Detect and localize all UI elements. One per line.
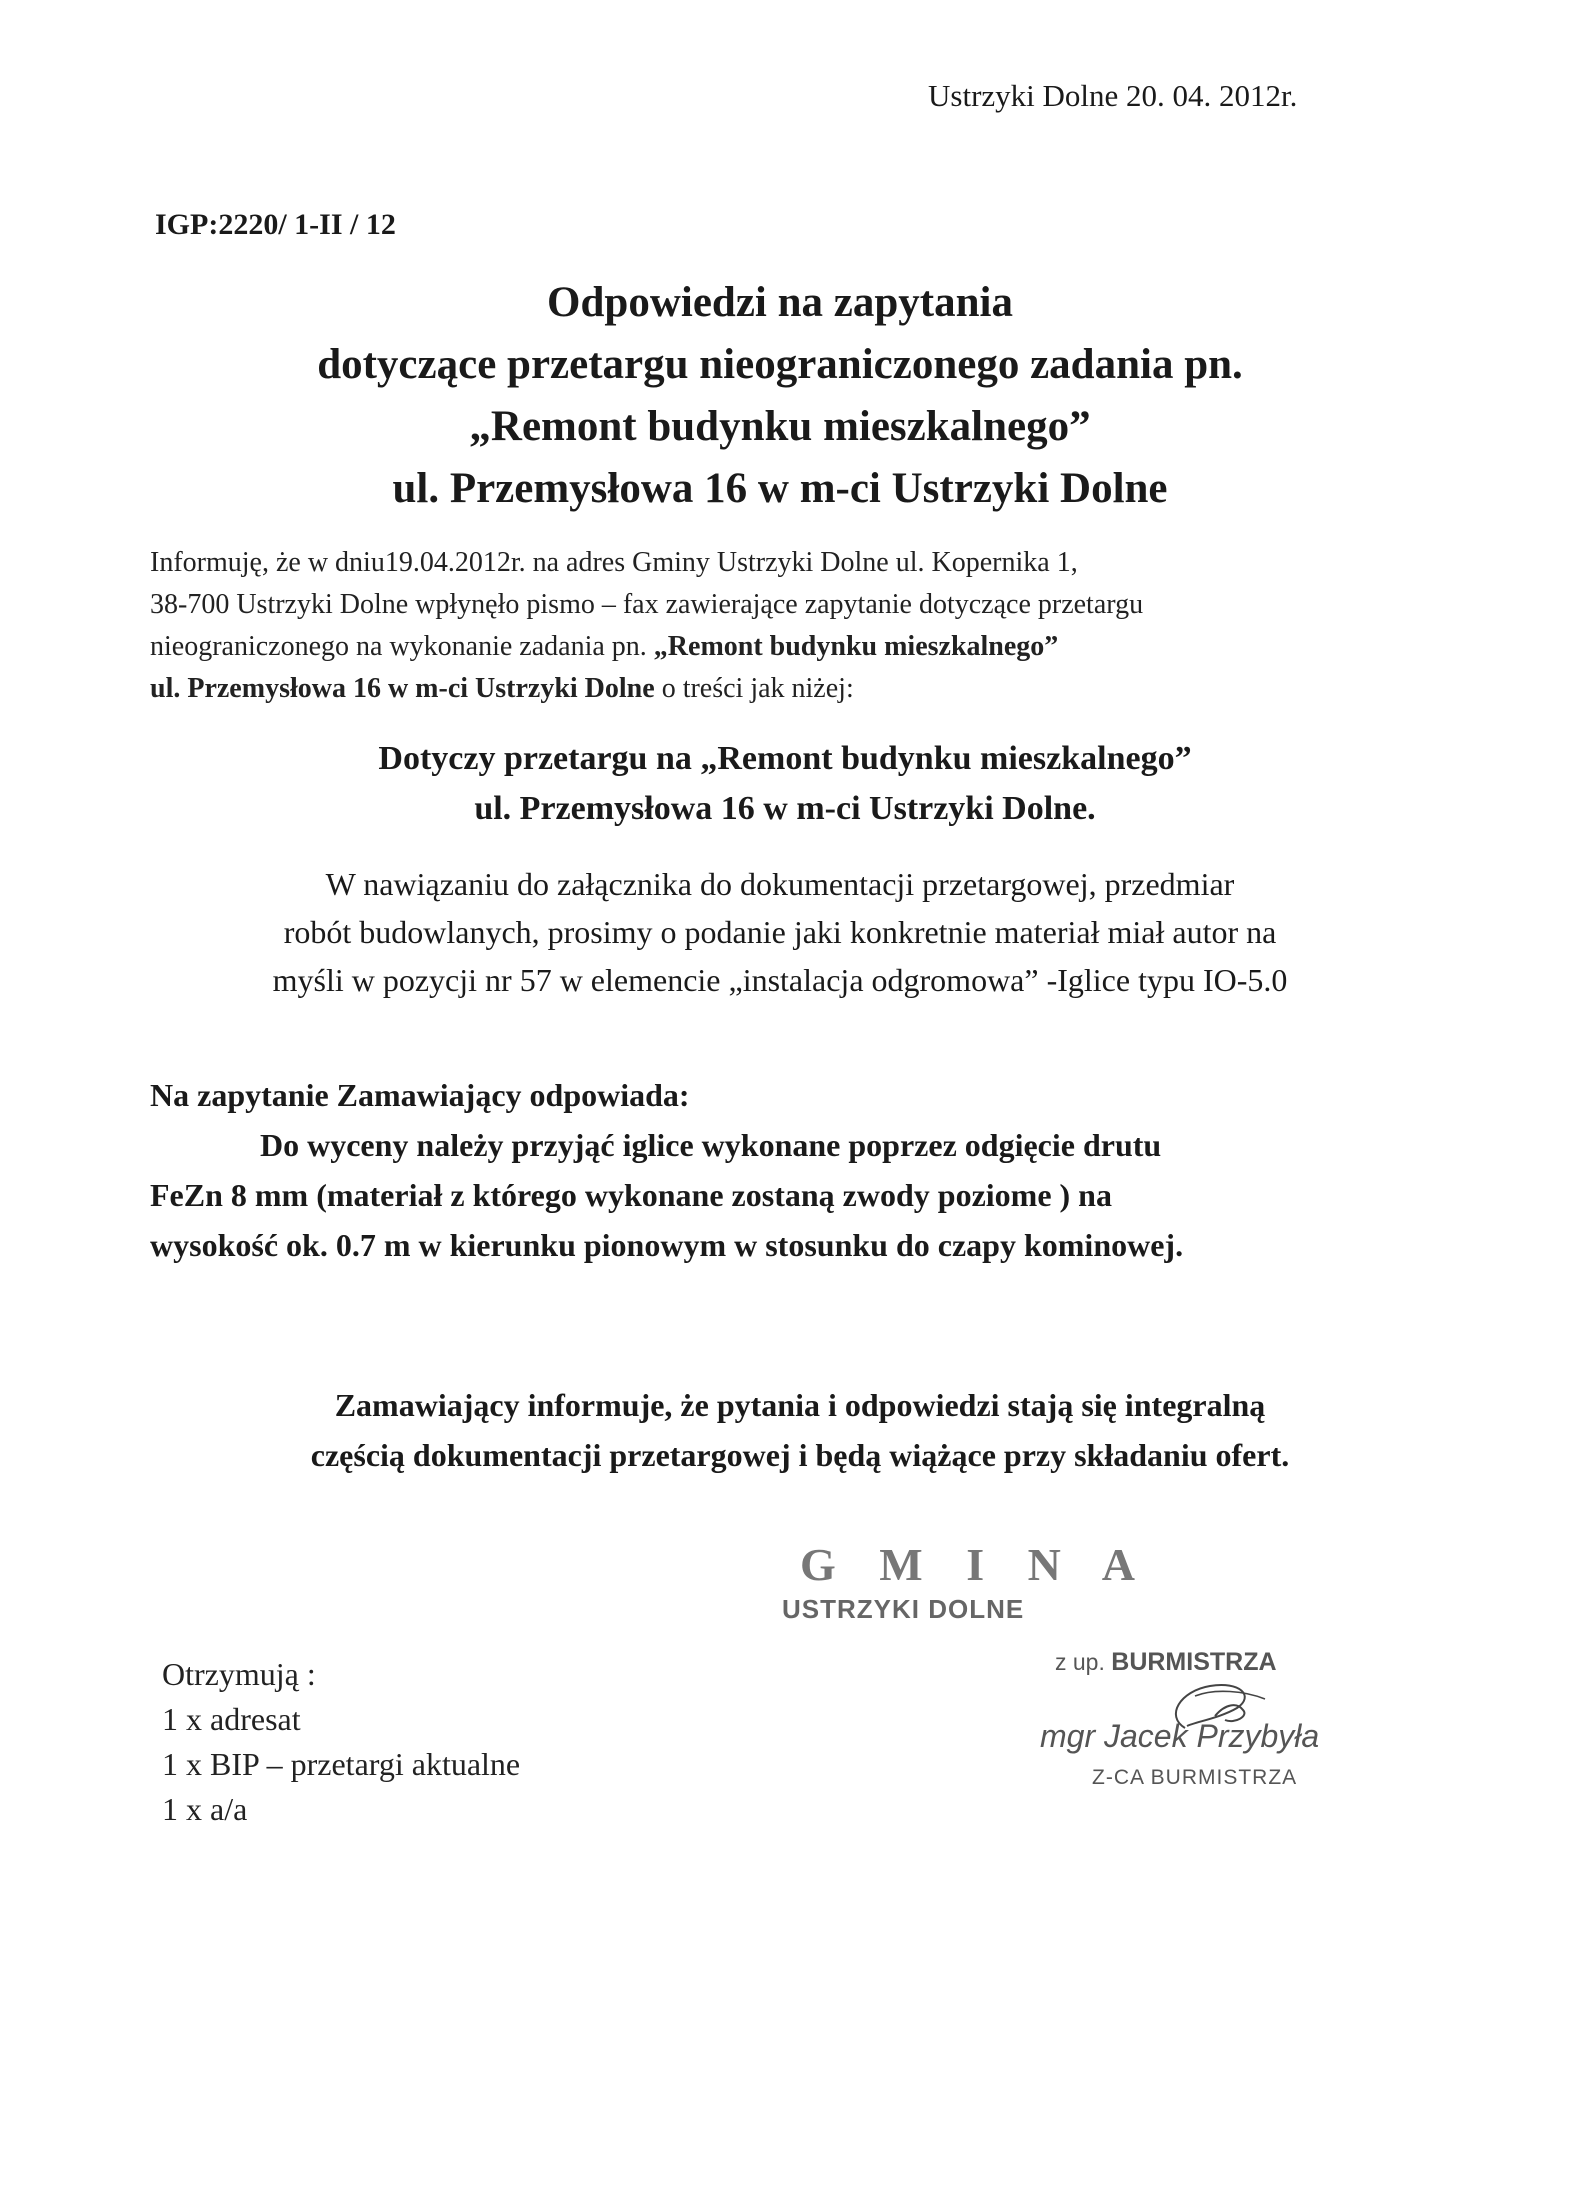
- stamp-burmistrza: BURMISTRZA: [1111, 1648, 1277, 1676]
- question-line: W nawiązaniu do załącznika do dokumentacji przetargowej, przedmiar: [325, 866, 1235, 902]
- subject-heading: [200, 734, 1370, 834]
- title-line: dotyczące przetargu nieograniczonego zadania pn.: [317, 341, 1243, 388]
- title-line: Odpowiedzi na zapytania: [547, 279, 1013, 326]
- document-date: Ustrzyki Dolne 20. 04. 2012r.: [928, 78, 1298, 113]
- recipient-item: 1 x adresat: [162, 1701, 301, 1737]
- recipients-heading: Otrzymują :: [162, 1656, 316, 1692]
- stamp-z-up: z up.: [1055, 1649, 1105, 1675]
- answer-heading: Na zapytanie Zamawiający odpowiada:: [150, 1077, 690, 1113]
- intro-paragraph: [150, 542, 1400, 710]
- title-line: ul. Przemysłowa 16 w m-ci Ustrzyki Dolne: [392, 465, 1168, 512]
- intro-line: [150, 668, 1400, 710]
- title-line: „Remont budynku mieszkalnego”: [469, 403, 1091, 450]
- intro-line: [150, 626, 1400, 668]
- subject-line: Dotyczy przetargu na „Remont budynku mieszkalnego”: [378, 740, 1192, 777]
- answer-line: wysokość ok. 0.7 m w kierunku pionowym w stosunku do czapy kominowej.: [150, 1227, 1184, 1263]
- closing-line: częścią dokumentacji przetargowej i będą wiążące przy składaniu ofert.: [310, 1437, 1290, 1473]
- question-paragraph: [145, 860, 1415, 1004]
- answer-section: [150, 1070, 1430, 1270]
- intro-text: o treści jak niżej:: [654, 673, 854, 704]
- answer-line: Do wyceny należy przyjąć iglice wykonane poprzez odgięcie drutu: [260, 1127, 1162, 1163]
- document-title: [120, 272, 1440, 520]
- stamp-signer-name: mgr Jacek Przybyła: [1040, 1718, 1320, 1754]
- stamp-gmina: G M I N A: [800, 1539, 1151, 1590]
- reference-number: IGP:2220/ 1-II / 12: [155, 208, 396, 241]
- answer-line: FeZn 8 mm (materiał z którego wykonane zostaną zwody poziome ) na: [150, 1177, 1112, 1213]
- question-line: myśli w pozycji nr 57 w elemencie „instalacja odgromowa” -Iglice typu IO-5.0: [272, 962, 1288, 998]
- intro-project-address: ul. Przemysłowa 16 w m-ci Ustrzyki Dolne: [150, 673, 655, 704]
- intro-line: Informuję, że w dniu19.04.2012r. na adres Gminy Ustrzyki Dolne ul. Kopernika 1,: [150, 547, 1078, 578]
- closing-line: Zamawiający informuje, że pytania i odpowiedzi stają się integralną: [334, 1387, 1266, 1423]
- recipients-list: [162, 1652, 520, 1832]
- question-line: robót budowlanych, prosimy o podanie jaki konkretnie materiał miał autor na: [283, 914, 1277, 950]
- recipient-item: 1 x a/a: [162, 1791, 248, 1827]
- stamp-role: Z-CA BURMISTRZA: [1092, 1766, 1298, 1789]
- closing-statement: [175, 1380, 1425, 1480]
- intro-text: nieograniczonego na wykonanie zadania pn.: [150, 631, 654, 662]
- recipient-item: 1 x BIP – przetargi aktualne: [162, 1746, 521, 1782]
- stamp-town: USTRZYKI DOLNE: [782, 1594, 1025, 1624]
- subject-line: ul. Przemysłowa 16 w m-ci Ustrzyki Dolne.: [474, 790, 1096, 827]
- intro-project-name: „Remont budynku mieszkalnego”: [653, 631, 1059, 662]
- intro-line: 38-700 Ustrzyki Dolne wpłynęło pismo – fax zawierające zapytanie dotyczące przetargu: [150, 589, 1144, 620]
